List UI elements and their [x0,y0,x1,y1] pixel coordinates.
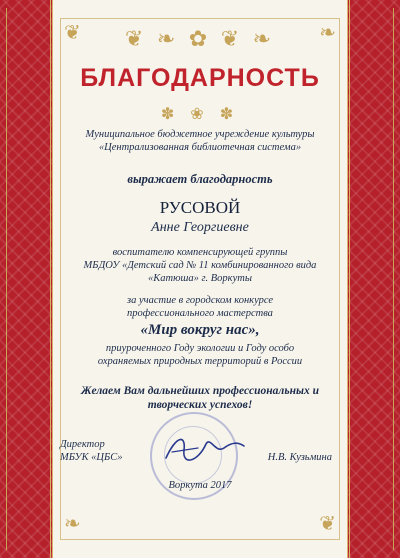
occasion-text [60,342,340,368]
position-line: «Катюша» г. Воркуты [148,273,252,284]
corner-ornament-icon: ❧ [319,22,336,44]
recipient-name: Анне Георгиевне [151,220,249,235]
place-date: Воркута 2017 [168,480,232,491]
occasion-line: охраняемых природных территорий в России [97,356,303,367]
wishes-text [58,384,342,412]
signatory-title-line: МБУК «ЦБС» [60,452,123,463]
top-ornament-icon: ❦ ❧ ✿ ❦ ❧ [124,26,276,51]
participation-text [60,294,340,320]
signatory-title-line: Директор [60,439,105,450]
corner-ornament-icon: ❦ [319,513,336,535]
expresses-gratitude: выражает благодарность [127,172,273,186]
participation-line: за участие в городском конкурсе [126,295,274,306]
org-line: Муниципальное бюджетное учреждение культуры [85,129,315,140]
corner-ornament-icon: ❦ [64,22,81,44]
participation-line: профессионального мастерства [127,308,273,319]
organization-name [60,128,340,154]
contest-name: «Мир вокруг нас», [140,322,260,338]
handwritten-signature [158,428,248,470]
recipient-surname: РУСОВОЙ [159,198,241,217]
position-line: воспитателю компенсирующей группы [112,247,288,258]
recipient-position [60,246,340,285]
signatory-title [60,438,122,464]
wishes-line: творческих успехов! [147,399,253,411]
divider-ornament-icon: ✽ ❀ ✽ [160,106,240,123]
org-line: «Централизованная библиотечная система» [98,142,302,153]
certificate-title: БЛАГОДАРНОСТЬ [80,64,320,92]
wishes-line: Желаем Вам дальнейших профессиональных и [81,385,319,397]
signatory-name: Н.В. Кузьмина [267,452,332,463]
corner-ornament-icon: ❧ [64,513,81,535]
occasion-line: приуроченного Году экологии и Году особо [105,343,295,354]
position-line: МБДОУ «Детский сад № 11 комбинированного вида [83,260,317,271]
